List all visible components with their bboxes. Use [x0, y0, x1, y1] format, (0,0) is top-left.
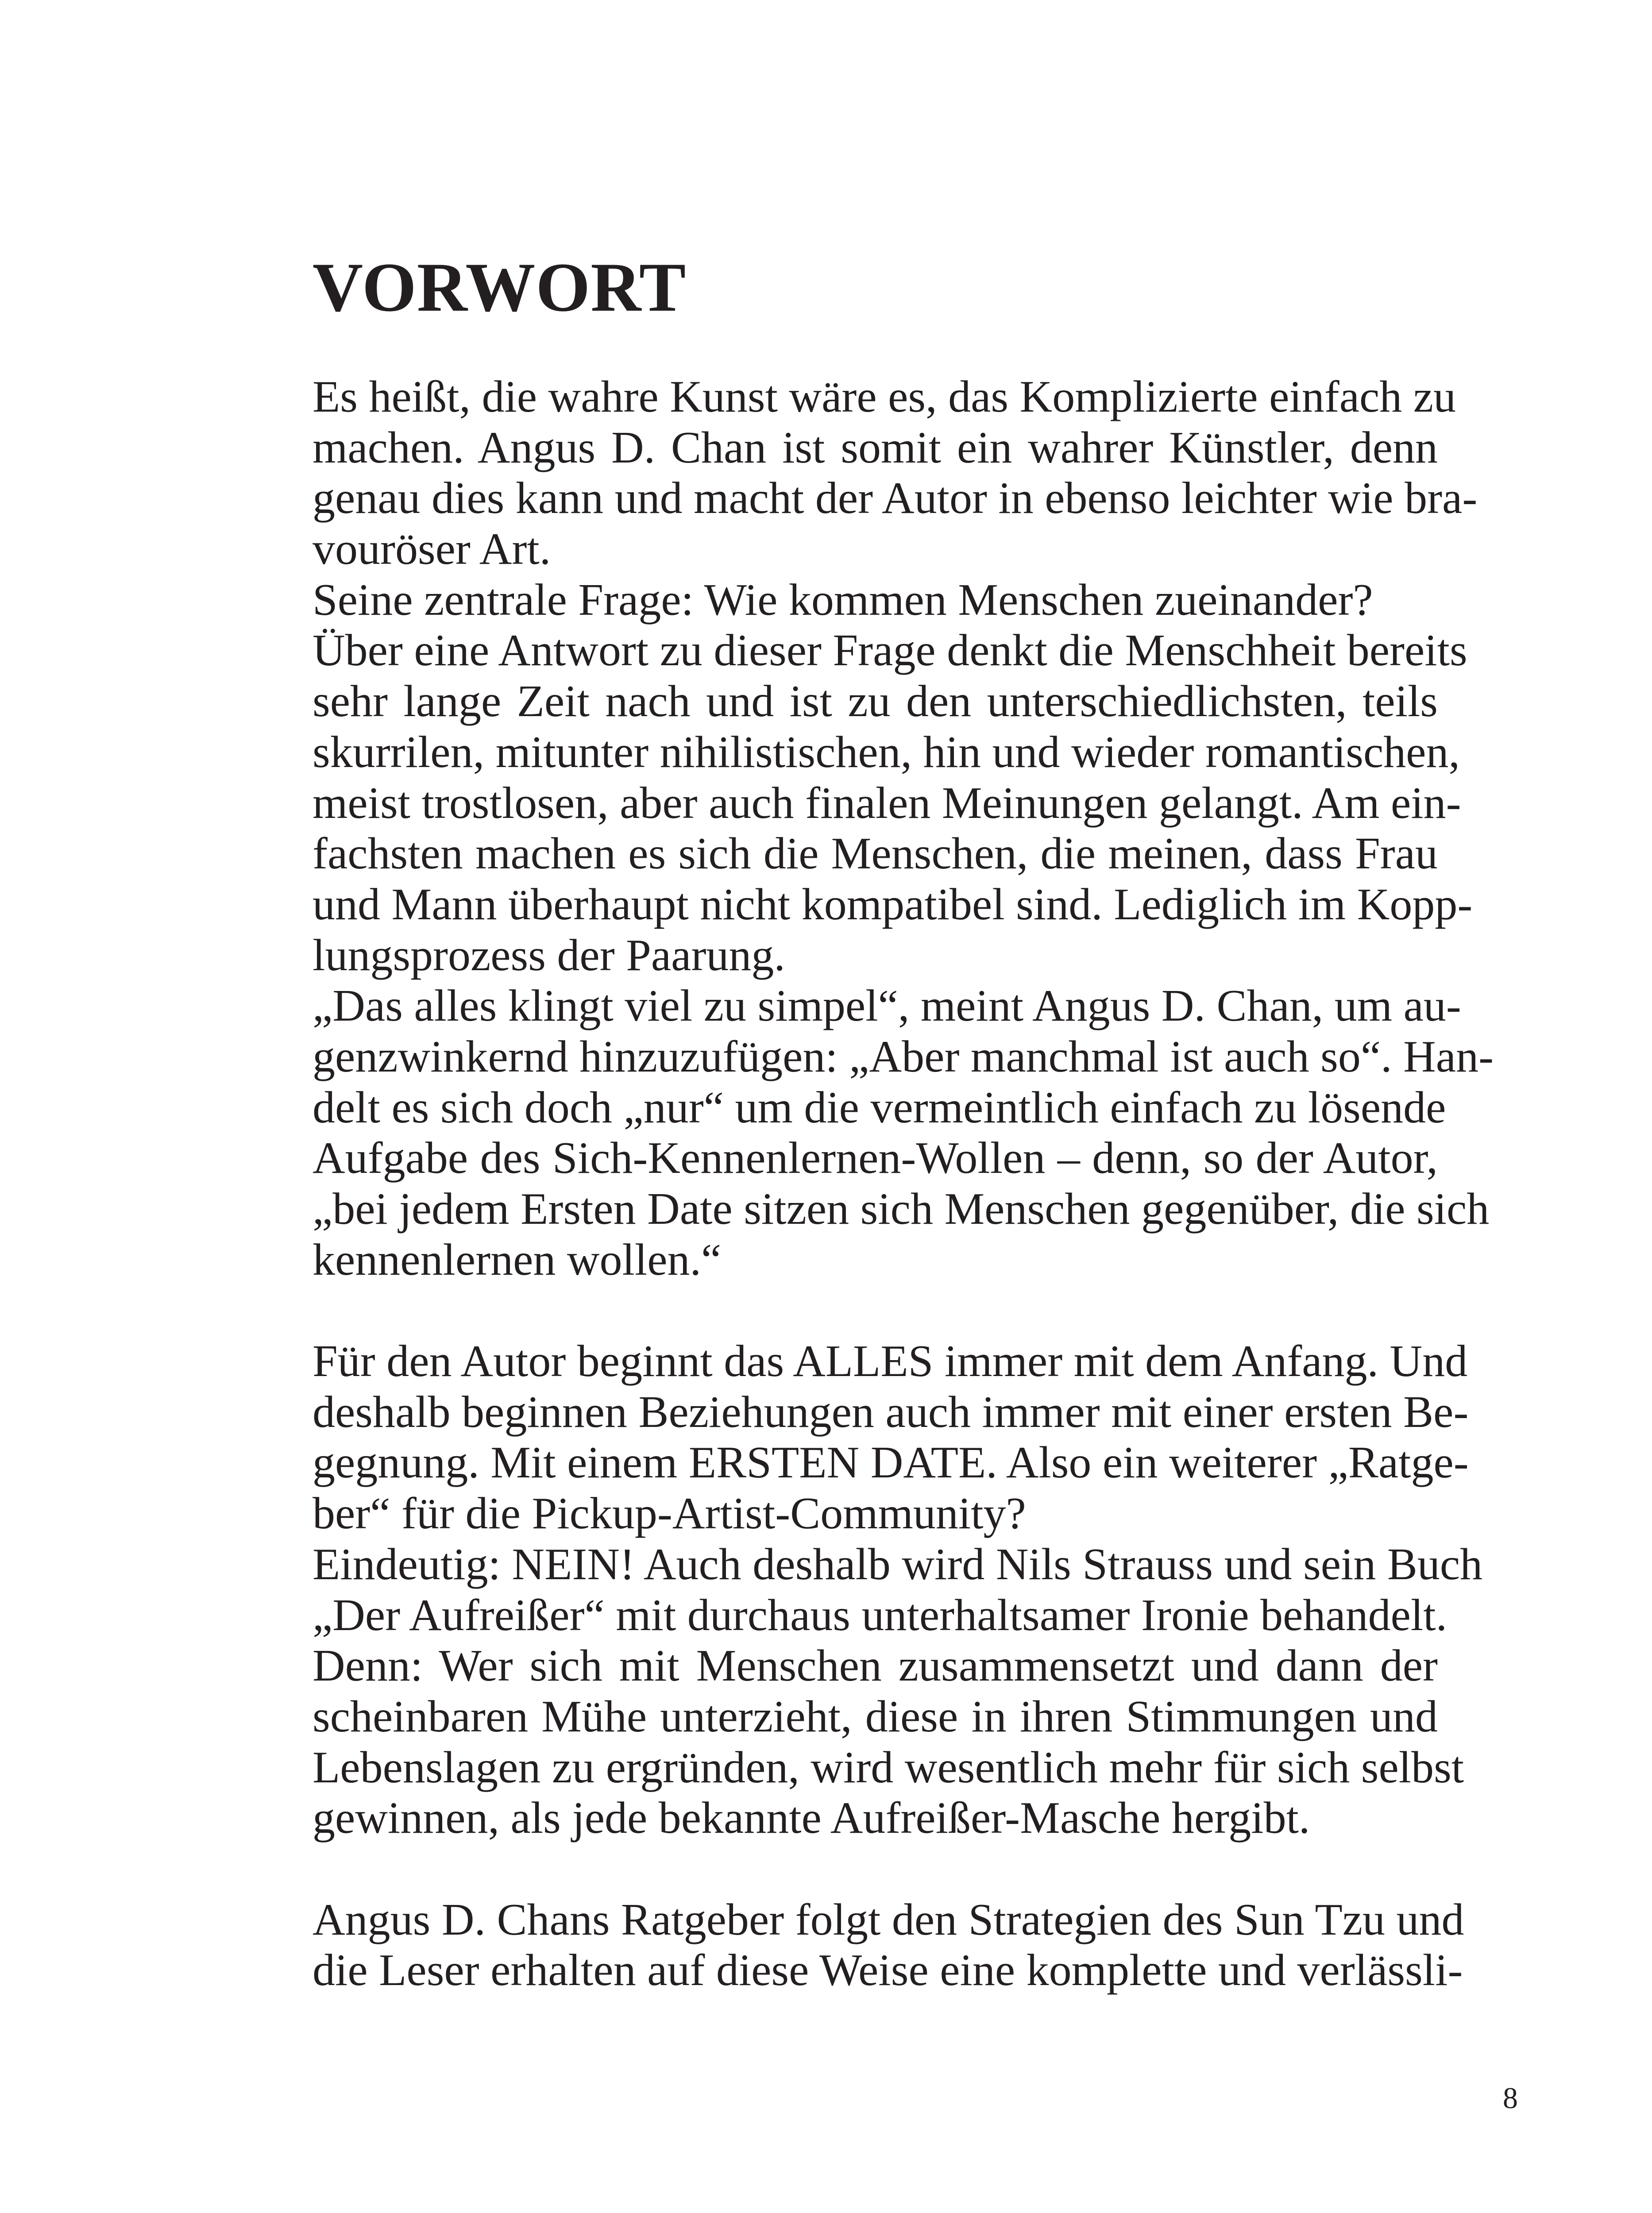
text-line: meist trostlosen, aber auch finalen Meinungen gelangt. Am ein-	[313, 778, 1461, 828]
chapter-heading: VORWORT	[313, 249, 687, 326]
text-line: fachsten machen es sich die Menschen, die meinen, dass Frau	[313, 829, 1438, 879]
body-text	[313, 372, 1494, 1996]
text-line: deshalb beginnen Beziehungen auch immer mit einer ersten Be-	[313, 1387, 1469, 1437]
text-line: Aufgabe des Sich-Kennenlernen-Wollen – denn, so der Autor,	[313, 1133, 1438, 1184]
text-line: „Das alles klingt viel zu simpel“, meint Angus D. Chan, um au-	[313, 981, 1461, 1031]
page-number: 8	[1503, 2081, 1518, 2115]
text-line: gewinnen, als jede bekannte Aufreißer-Masche hergibt.	[313, 1793, 1310, 1843]
text-line: ber“ für die Pickup-Artist-Community?	[313, 1488, 1026, 1539]
text-line: Seine zentrale Frage: Wie kommen Menschen zueinander?	[313, 574, 1373, 625]
text-line: Angus D. Chans Ratgeber folgt den Strategien des Sun Tzu und	[313, 1894, 1464, 1945]
text-line: Lebenslagen zu ergründen, wird wesentlich mehr für sich selbst	[313, 1742, 1464, 1793]
text-line: und Mann überhaupt nicht kompatibel sind. Lediglich im Kopp-	[313, 879, 1473, 929]
text-line: Es heißt, die wahre Kunst wäre es, das Komplizierte einfach zu	[313, 372, 1456, 422]
text-line: lungsprozess der Paarung.	[313, 930, 785, 980]
text-line: Denn: Wer sich mit Menschen zusammensetzt und dann der	[313, 1641, 1438, 1691]
text-line: Für den Autor beginnt das ALLES immer mit dem Anfang. Und	[313, 1336, 1468, 1387]
text-line: machen. Angus D. Chan ist somit ein wahrer Künstler, denn	[313, 422, 1438, 473]
text-line: vouröser Art.	[313, 524, 551, 574]
text-line: kennenlernen wollen.“	[313, 1234, 722, 1285]
text-line: delt es sich doch „nur“ um die vermeintlich einfach zu lösende	[313, 1082, 1446, 1133]
text-line: „bei jedem Ersten Date sitzen sich Menschen gegenüber, die sich	[313, 1184, 1490, 1234]
text-line: die Leser erhalten auf diese Weise eine komplette und verlässli-	[313, 1945, 1463, 1996]
text-line: skurrilen, mitunter nihilistischen, hin und wieder romantischen,	[313, 727, 1460, 777]
text-line: genzwinkernd hinzuzufügen: „Aber manchmal ist auch so“. Han-	[313, 1031, 1494, 1082]
text-line: Über eine Antwort zu dieser Frage denkt die Menschheit bereits	[313, 625, 1467, 676]
text-line: genau dies kann und macht der Autor in ebenso leichter wie bra-	[313, 473, 1478, 524]
text-line: scheinbaren Mühe unterzieht, diese in ihren Stimmungen und	[313, 1691, 1438, 1742]
text-line: Eindeutig: NEIN! Auch deshalb wird Nils Strauss und sein Buch	[313, 1539, 1483, 1589]
paragraph-gap	[313, 1285, 1438, 1336]
paragraph-gap	[313, 1844, 1438, 1895]
text-line: sehr lange Zeit nach und ist zu den unterschiedlichsten, teils	[313, 676, 1438, 727]
text-line: gegnung. Mit einem ERSTEN DATE. Also ein weiterer „Ratge-	[313, 1438, 1469, 1488]
text-line: „Der Aufreißer“ mit durchaus unterhaltsamer Ironie behandelt.	[313, 1590, 1447, 1640]
